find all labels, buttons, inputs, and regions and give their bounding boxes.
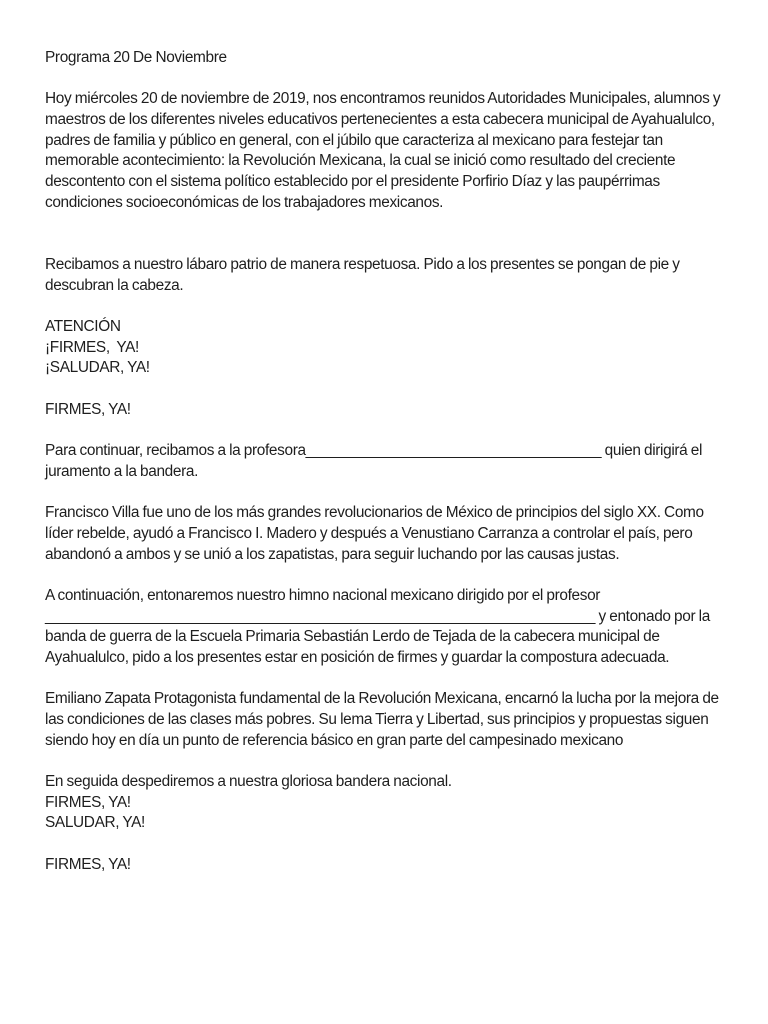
anthem-line: banda de guerra de la Escuela Primaria Sebastián Lerdo de Tejada de la cabecera municipal de bbox=[45, 628, 660, 646]
anthem-paragraph bbox=[45, 586, 745, 669]
villa-paragraph bbox=[45, 503, 745, 565]
oath-paragraph bbox=[45, 441, 745, 482]
villa-line: líder rebelde, ayudó a Francisco I. Madero y después a Venustiano Carranza a controlar el país, pero bbox=[45, 524, 693, 542]
intro-line: Hoy miércoles 20 de noviembre de 2019, nos encontramos reunidos Autoridades Municipales, alumnos y bbox=[45, 90, 721, 108]
document-page bbox=[45, 48, 745, 876]
commands-block-2 bbox=[45, 400, 745, 421]
commands-block-1 bbox=[45, 317, 745, 379]
command-line: ¡FIRMES, YA! bbox=[45, 338, 139, 356]
intro-line: padres de familia y público en general, con el júbilo que caracteriza al mexicano para festejar tan bbox=[45, 131, 663, 149]
zapata-line: Emiliano Zapata Protagonista fundamental de la Revolución Mexicana, encarnó la lucha por la mejora de bbox=[45, 690, 719, 708]
farewell-line: SALUDAR, YA! bbox=[45, 814, 145, 832]
zapata-paragraph bbox=[45, 689, 745, 751]
zapata-line: las condiciones de las clases más pobres. Su lema Tierra y Libertad, sus principios y propuestas siguen bbox=[45, 711, 709, 729]
zapata-line: siendo hoy en día un punto de referencia básico en gran parte del campesinado mexicano bbox=[45, 731, 624, 749]
command-line: ATENCIÓN bbox=[45, 317, 121, 335]
closing-paragraph bbox=[45, 855, 745, 876]
villa-line: abandonó a ambos y se unió a los zapatistas, para seguir luchando por las causas justas. bbox=[45, 545, 620, 563]
flag-welcome-line: descubran la cabeza. bbox=[45, 276, 184, 294]
anthem-line: A continuación, entonaremos nuestro himno nacional mexicano dirigido por el profesor bbox=[45, 586, 601, 604]
anthem-line: Ayahualulco, pido a los presentes estar en posición de firmes y guardar la compostura adecuada. bbox=[45, 648, 670, 666]
oath-line: juramento a la bandera. bbox=[45, 462, 199, 480]
intro-line: maestros de los diferentes niveles educativos pertenecientes a esta cabecera municipal de Ayahualulco, bbox=[45, 111, 715, 129]
farewell-line: FIRMES, YA! bbox=[45, 793, 131, 811]
farewell-paragraph bbox=[45, 772, 745, 834]
closing-line: FIRMES, YA! bbox=[45, 855, 131, 873]
intro-line: condiciones socioeconómicas de los trabajadores mexicanos. bbox=[45, 193, 444, 211]
anthem-line: ___________________________________________________________________ y entonado por la bbox=[45, 607, 710, 625]
oath-line: Para continuar, recibamos a la profesora____________________________________ quien dirigirá el bbox=[45, 442, 703, 460]
command-line: FIRMES, YA! bbox=[45, 400, 131, 418]
intro-paragraph bbox=[45, 89, 745, 213]
flag-welcome-paragraph bbox=[45, 255, 745, 296]
intro-line: memorable acontecimiento: la Revolución Mexicana, la cual se inició como resultado del creciente bbox=[45, 152, 676, 170]
flag-welcome-line: Recibamos a nuestro lábaro patrio de manera respetuosa. Pido a los presentes se pongan de pie y bbox=[45, 255, 680, 273]
farewell-line: En seguida despediremos a nuestra gloriosa bandera nacional. bbox=[45, 773, 452, 791]
intro-line: descontento con el sistema político establecido por el presidente Porfirio Díaz y las paupérrimas bbox=[45, 173, 660, 191]
command-line: ¡SALUDAR, YA! bbox=[45, 359, 150, 377]
document-title: Programa 20 De Noviembre bbox=[45, 49, 227, 66]
villa-line: Francisco Villa fue uno de los más grandes revolucionarios de México de principios del siglo XX. Como bbox=[45, 504, 704, 522]
